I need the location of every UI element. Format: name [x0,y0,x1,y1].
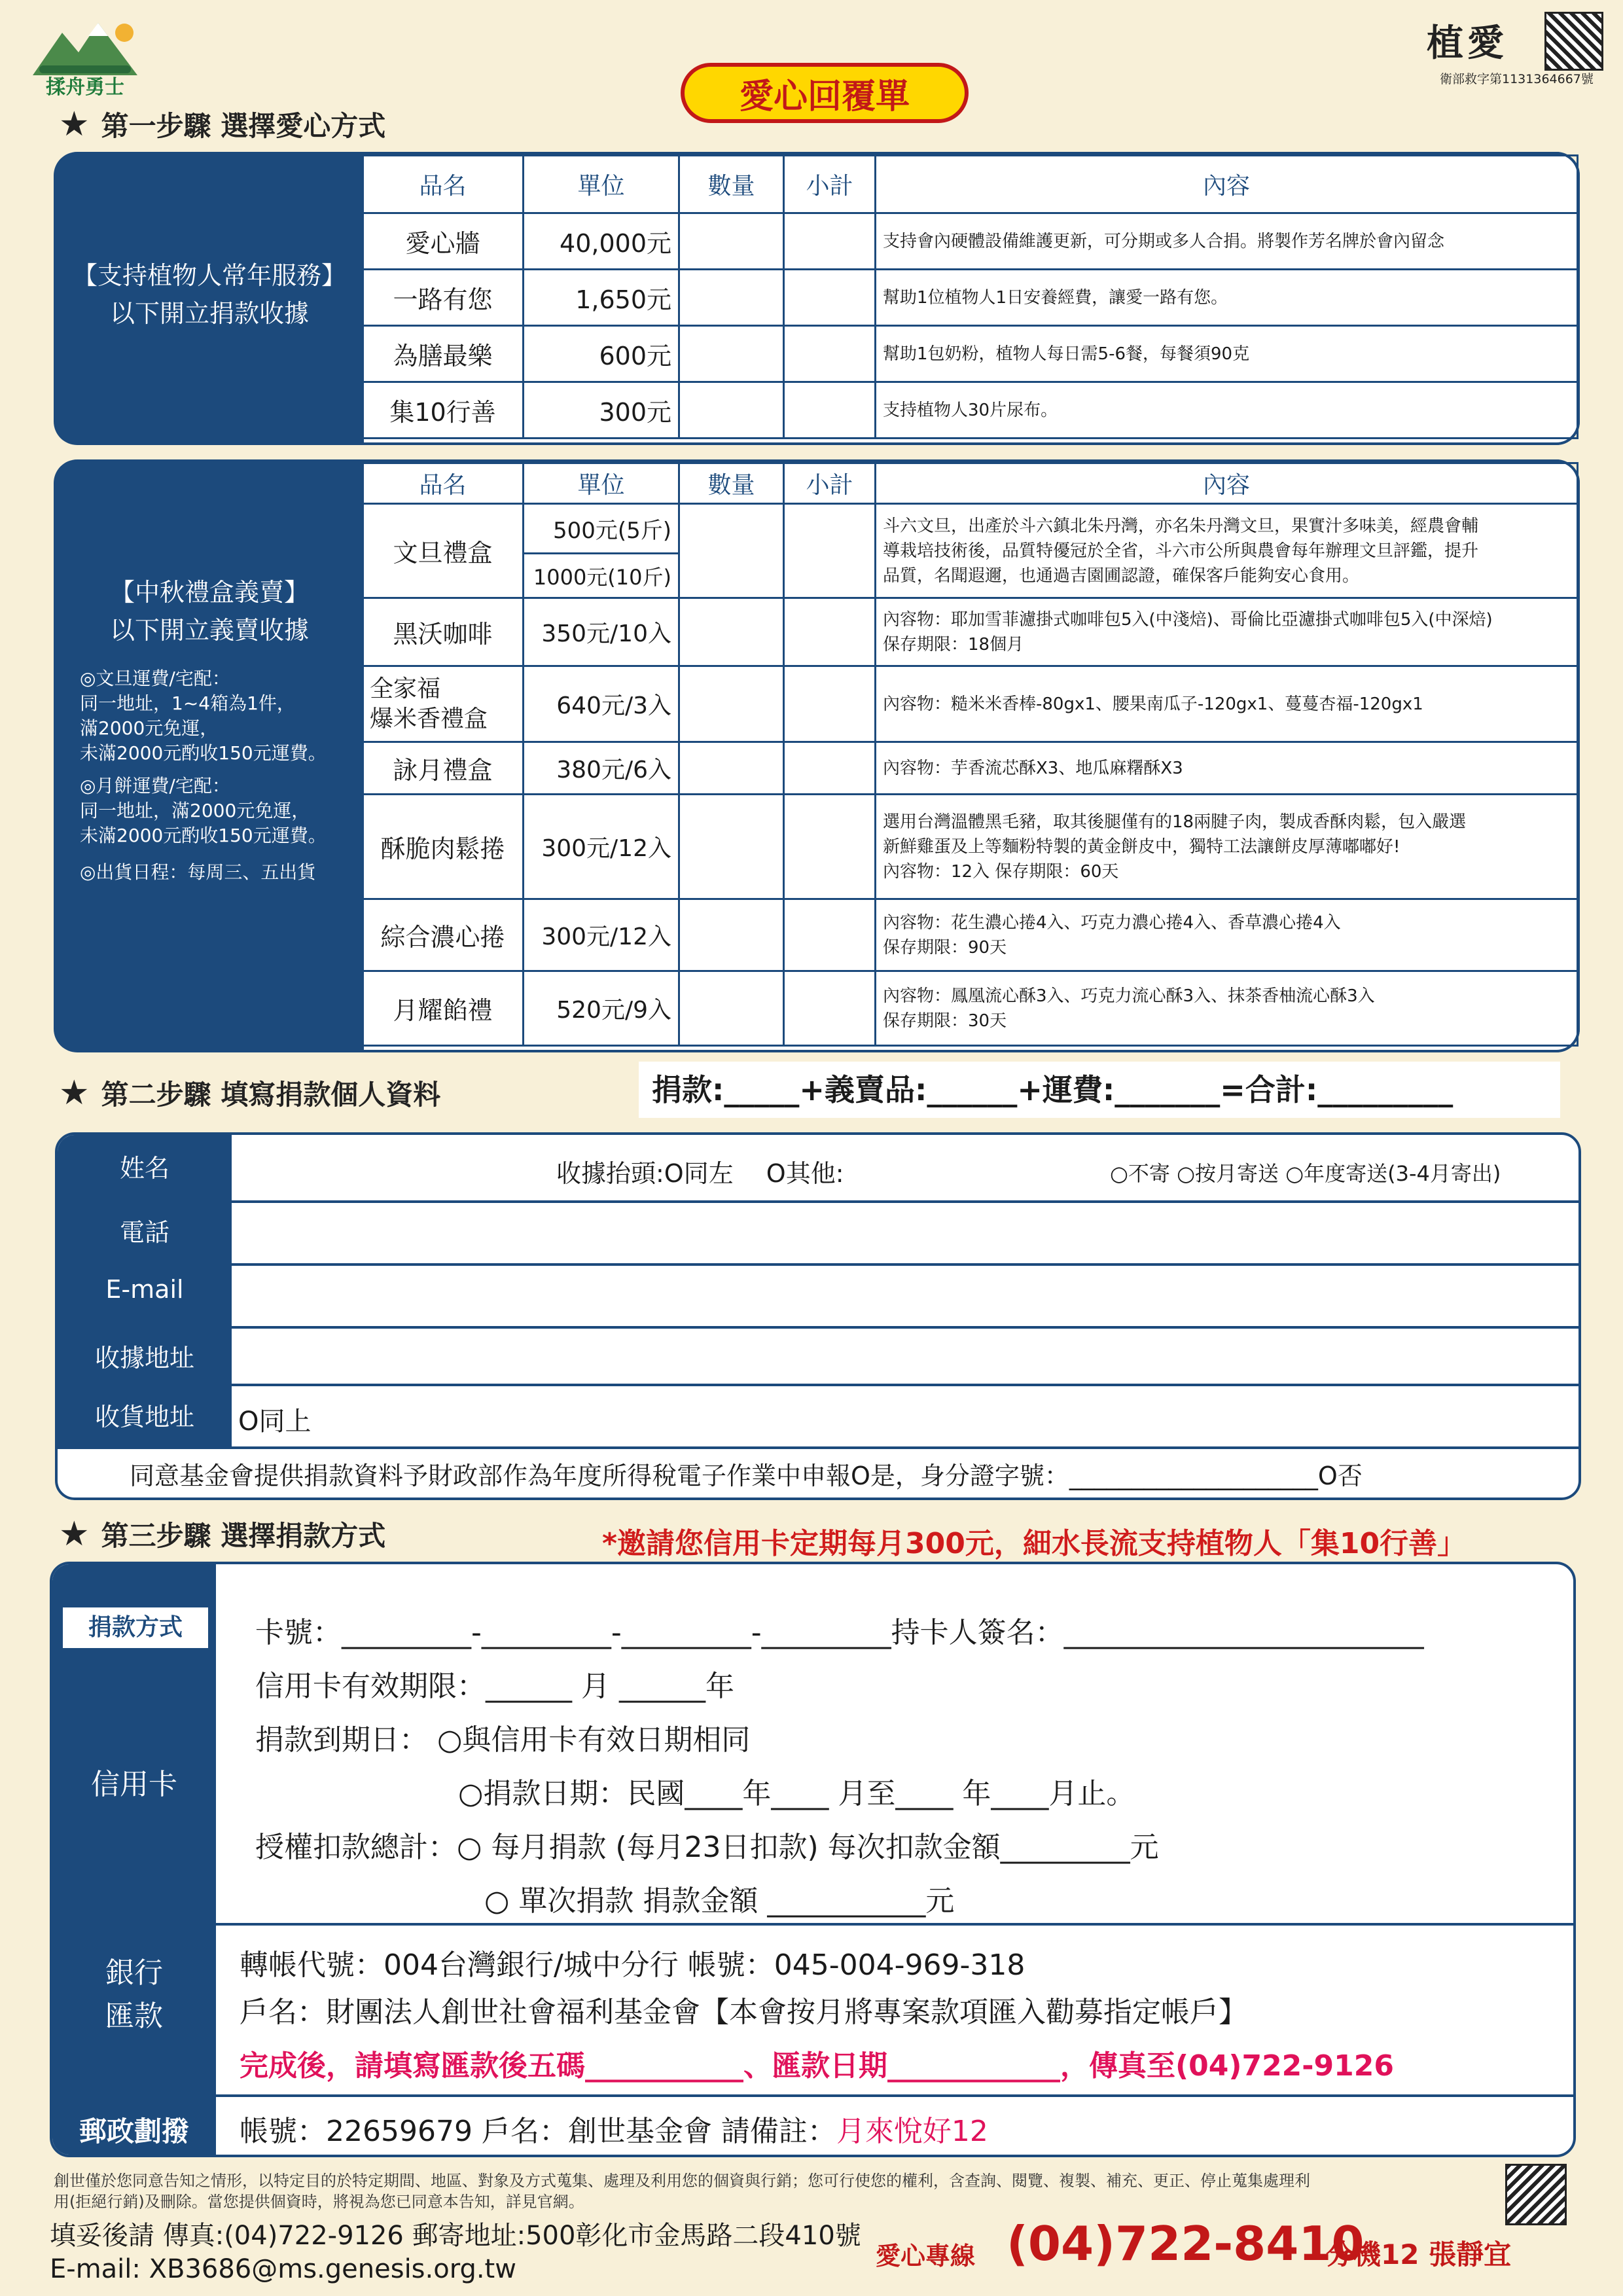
bank-holder-line: 戶名：財團法人創世社會福利基金會【本會按月將專案款項匯入勸募指定帳戶】 [240,1996,1247,2029]
quantity-field[interactable] [679,504,784,598]
subtotal-field[interactable] [784,899,876,971]
quantity-field[interactable] [679,326,784,382]
donation-end-line[interactable]: 捐款到期日： ○與信用卡有效日期相同 [255,1723,751,1757]
label-email: E-mail [105,1275,184,1304]
fax-mail-info: 填妥後請 傳真:(04)722-9126 郵寄地址:500彰化市金馬路二段410號 [50,2221,861,2251]
subtotal-field[interactable] [784,213,876,270]
receipt-header-options[interactable]: 收據抬頭:O同左 O其他: [556,1159,844,1188]
mooncake-table: 品名 單位 數量 小計 內容 文旦禮盒 500元(5斤) 斗六文旦，出產於斗六鎮北朱丹灣，亦名朱丹灣文旦，果實汁多味美，經農會輔 導栽培技術後，品質特優冠於全省，斗六市公所與農會每年辦理文旦評鑑，提升 品質，名聞遐邇，也通過吉園圃認證，確保客戶能夠安心食用。 1000元(10斤) 黑沃咖啡 350元/10入 內容物：耶加雪菲濾掛式咖啡包5入(中淺焙)、哥倫比亞濾掛式咖啡包5入(中深焙) 保存期限：18個月 全家福 爆米香禮盒 640元/3入 內容物：糙米米香棒-80gx1、腰果南瓜子-120gx1、蔓蔓杏福-120gx1 詠月禮盒 380元/6入 內容物：芋香流芯酥X3、地瓜麻糬酥X3 酥脆肉鬆捲 300元/12入 選用台灣溫體黑毛豬，取其後腿僅有的18兩腱子肉，製成香酥肉鬆，包入嚴選 新鮮雞蛋及上等麵粉特製的黃金餅皮中，獨特工法讓餅皮厚薄嘟嘟好! 內容物：12入 保存期限：60天 綜合濃心捲 300元/12入 內容物：花生濃心捲4入、巧克力濃心捲4入、香草濃心捲4入 保存期限：90天 月耀餡禮 520元/9入 內容物：鳳凰流心酥3入、巧克力流心酥3入、抹茶香柚流心酥3入 保存期限：30天 [361,462,1578,1047]
hotline-label: 愛心專線 [876,2242,976,2270]
name-input[interactable] [234,1138,562,1199]
table-row: 詠月禮盒 380元/6入 內容物：芋香流芯酥X3、地瓜麻糬酥X3 [363,742,1578,795]
subtotal-field[interactable] [784,270,876,326]
email-info[interactable]: E-mail: XB3686@ms.genesis.org.tw [50,2254,516,2284]
subtotal-field[interactable] [784,504,876,598]
payment-label-column [52,1564,216,2157]
postal-note: 月來悅好12 [836,2115,988,2148]
subtotal-field[interactable] [784,971,876,1046]
support-block-title: 【支持植物人常年服務】 以下開立捐款收據 [72,261,346,328]
quantity-field[interactable] [679,213,784,270]
table-row: 文旦禮盒 500元(5斤) 斗六文旦，出產於斗六鎮北朱丹灣，亦名朱丹灣文旦，果實汁多味美，經農會輔 導栽培技術後，品質特優冠於全省，斗六市公所與農會每年辦理文旦評鑑，提升 品質，名聞遐邇，也通過吉園圃認證，確保客戶能夠安心食用。 [363,504,1578,554]
subtotal-field[interactable] [784,598,876,666]
brand-name: 植愛 [1427,22,1508,65]
shipping-notes: ◎文旦運費/宅配： 同一地址，1~4箱為1件， 滿2000元免運， 未滿2000元酌收150元運費。 ◎月餅運費/宅配： 同一地址，滿2000元免運， 未滿2000元酌收150元運費。 ◎出貨日程：每周三、五出貨 [80,668,327,883]
table-row: 酥脆肉鬆捲 300元/12入 選用台灣溫體黑毛豬，取其後腿僅有的18兩腱子肉，製成香酥肉鬆，包入嚴選 新鮮雞蛋及上等麵粉特製的黃金餅皮中，獨特工法讓餅皮厚薄嘟嘟好! 內容物：12入 保存期限：60天 [363,795,1578,899]
email-input[interactable] [234,1266,1581,1325]
subtotal-field[interactable] [784,742,876,795]
permit-number: 衛部救字第1131364667號 [1440,72,1594,86]
donation-date-line[interactable]: ○捐款日期：民國____年____ 月至____ 年____月止。 [458,1777,1135,1810]
subtotal-field[interactable] [784,666,876,742]
invite-note: *邀請您信用卡定期每月300元，細水長流支持植物人「集10行善」 [602,1527,1467,1560]
monthly-authorization-line[interactable]: 授權扣款總計：○ 每月捐款 (每月23日扣款) 每次扣款金額_________元 [255,1831,1159,1864]
step2-heading [59,1073,440,1113]
star-icon: ★ [59,1073,90,1113]
quantity-field[interactable] [679,666,784,742]
hotline-extension: 分機12 張靜宜 [1326,2238,1512,2270]
qr-code-icon [1544,12,1603,71]
quantity-field[interactable] [679,742,784,795]
phone-input[interactable] [234,1203,1581,1262]
postal-transfer-label: 郵政劃撥 [79,2115,189,2147]
quantity-field[interactable] [679,598,784,666]
receipt-address-input[interactable] [234,1329,1581,1382]
footer-qr-code-icon [1505,2164,1567,2225]
quantity-field[interactable] [679,382,784,439]
subtotal-field[interactable] [784,795,876,899]
table-row: 為膳最樂 600元 幫助1包奶粉，植物人每日需5-6餐，每餐須90克 [363,326,1578,382]
payment-method-form [50,1562,1576,2157]
step2-heading-text: 第二步驟 填寫捐款個人資料 [101,1079,441,1111]
table-row: 綜合濃心捲 300元/12入 內容物：花生濃心捲4入、巧克力濃心捲4入、香草濃心捲4入 保存期限：90天 [363,899,1578,971]
step3-heading [59,1515,385,1554]
receipt-delivery-options[interactable]: ○不寄 ○按月寄送 ○年度寄送(3-4月寄出) [1110,1161,1501,1186]
credit-card-label: 信用卡 [91,1768,177,1801]
method-label-tag: 捐款方式 [63,1607,208,1648]
logo-text: 揉舟勇士 [46,76,124,99]
star-icon: ★ [59,1515,90,1554]
page-title: 愛心回覆單 [681,63,969,123]
mooncake-block-title: 【中秋禮盒義賣】 以下開立義賣收據 [109,578,309,645]
same-as-above-option[interactable]: O同上 [238,1407,312,1437]
personal-info-form [55,1132,1581,1500]
quantity-field[interactable] [679,971,784,1046]
privacy-notice: 創世僅於您同意告知之情形，以特定目的於特定期間、地區、對象及方式蒐集、處理及利用您的個資與行銷；您可行使您的權利，含查詢、閱覽、複製、補充、更正、停止蒐集處理利 用(拒絕行銷)及刪除。當您提供個資時，將視為您已同意本告知，詳見官網。 [54,2172,1310,2211]
bank-fax-instruction[interactable]: 完成後，請填寫匯款後五碼___________、匯款日期____________，傳真至(04)722-9126 [240,2049,1395,2083]
quantity-field[interactable] [679,270,784,326]
label-receipt-address: 收據地址 [94,1344,194,1372]
tax-consent-text[interactable]: 同意基金會提供捐款資料予財政部作為年度所得稅電子作業中申報O是，身分證字號：____________________O否 [130,1462,1363,1490]
label-name: 姓名 [119,1154,169,1183]
label-delivery-address: 收貨地址 [94,1403,194,1431]
table-row: 全家福 爆米香禮盒 640元/3入 內容物：糙米米香棒-80gx1、腰果南瓜子-120gx1、蔓蔓杏福-120gx1 [363,666,1578,742]
support-table: 品名 單位 數量 小計 內容 愛心牆 40,000元 支持會內硬體設備維護更新，可分期或多人合捐。將製作芳名牌於會內留念 一路有您 1,650元 幫助1位植物人1日安養經費，讓愛一路有您。 為膳最樂 600元 幫助1包奶粉，植物人每日需5-6餐，每餐須90克 集10行善 300元 支持植物人30片尿布。 [361,154,1578,439]
total-formula[interactable]: 捐款:_____+義賣品:______+運費:_______=合計:_________ [639,1062,1560,1118]
table-row: 愛心牆 40,000元 支持會內硬體設備維護更新，可分期或多人合捐。將製作芳名牌於會內留念 [363,213,1578,270]
subtotal-field[interactable] [784,326,876,382]
subtotal-field[interactable] [784,382,876,439]
table-row: 月耀餡禮 520元/9入 內容物：鳳凰流心酥3入、巧克力流心酥3入、抹茶香柚流心酥3入 保存期限：30天 [363,971,1578,1046]
table-row: 集10行善 300元 支持植物人30片尿布。 [363,382,1578,439]
quantity-field[interactable] [679,795,784,899]
label-phone: 電話 [119,1218,169,1247]
card-number-line[interactable]: 卡號：_________-_________-_________-_________持卡人簽名：_________________________ [255,1616,1424,1649]
table-row: 一路有您 1,650元 幫助1位植物人1日安養經費，讓愛一路有您。 [363,270,1578,326]
postal-account-line: 帳號：22659679 戶名：創世基金會 請備註：月來悅好12 [240,2115,988,2148]
bank-transfer-label: 銀行 匯款 [105,1956,163,2033]
bank-account-line: 轉帳代號：004台灣銀行/城中分行 帳號：045-004-969-318 [240,1948,1026,1982]
step1-heading [59,105,385,144]
card-expiry-line[interactable]: 信用卡有效期限：______ 月 ______年 [255,1670,734,1703]
quantity-field[interactable] [679,899,784,971]
hotline-number[interactable]: (04)722-8410 [1007,2216,1364,2271]
single-donation-line[interactable]: ○ 單次捐款 捐款金額 ___________元 [484,1884,955,1918]
table-row: 黑沃咖啡 350元/10入 內容物：耶加雪菲濾掛式咖啡包5入(中淺焙)、哥倫比亞濾掛式咖啡包5入(中深焙) 保存期限：18個月 [363,598,1578,666]
step3-heading-text: 第三步驟 選擇捐款方式 [101,1520,386,1552]
star-icon: ★ [59,105,90,144]
step1-heading-text: 第一步驟 選擇愛心方式 [101,110,386,142]
